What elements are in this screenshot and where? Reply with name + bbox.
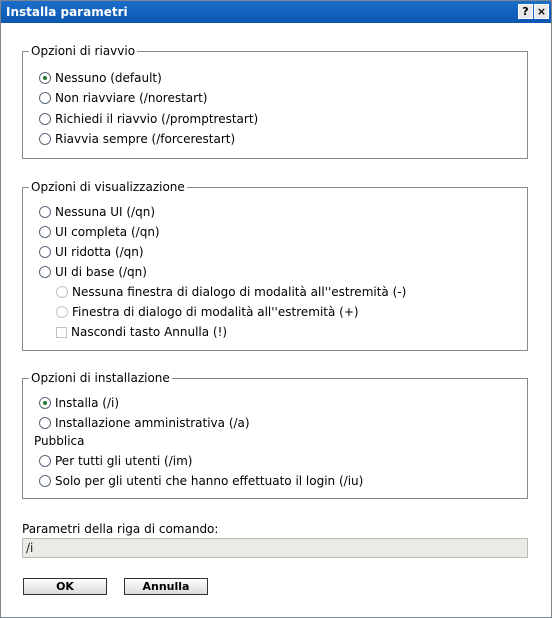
radio-icon[interactable]	[56, 306, 68, 318]
restart-option-norestart-label: Non riavviare (/norestart)	[55, 91, 208, 105]
restart-option-promptrestart-label: Richiedi il riavvio (/promptrestart)	[55, 112, 259, 126]
restart-options-legend: Opzioni di riavvio	[31, 44, 136, 58]
radio-icon[interactable]	[39, 92, 51, 104]
basic-ui-option-modal[interactable]	[56, 303, 359, 321]
install-options-legend: Opzioni di installazione	[31, 371, 170, 385]
radio-icon[interactable]	[39, 455, 51, 467]
public-label-row	[34, 432, 84, 450]
install-option-install[interactable]	[39, 394, 119, 412]
command-line-field[interactable]	[22, 538, 528, 558]
install-option-install-label: Installa (/i)	[55, 396, 120, 410]
radio-icon[interactable]	[39, 266, 51, 278]
display-option-reduced-ui-label: UI ridotta (/qn)	[55, 245, 144, 259]
radio-icon[interactable]	[39, 72, 51, 84]
display-option-reduced-ui[interactable]	[39, 243, 144, 261]
hide-cancel-checkbox[interactable]	[56, 323, 227, 341]
public-option-all-users[interactable]	[39, 452, 193, 470]
display-option-full-ui[interactable]	[39, 223, 160, 241]
restart-option-none[interactable]	[39, 69, 162, 87]
basic-ui-option-modal-label: Finestra di dialogo di modalità all''estremità (+)	[72, 305, 359, 319]
radio-icon[interactable]	[39, 417, 51, 429]
display-option-no-ui[interactable]	[39, 203, 155, 221]
public-option-all-users-label: Per tutti gli utenti (/im)	[55, 454, 193, 468]
radio-icon[interactable]	[39, 206, 51, 218]
restart-option-none-label: Nessuno (default)	[55, 71, 162, 85]
restart-option-promptrestart[interactable]	[39, 110, 258, 128]
hide-cancel-label: Nascondi tasto Annulla (!)	[71, 325, 228, 339]
dialog-title: Installa parametri	[6, 5, 128, 19]
install-option-admin-label: Installazione amministrativa (/a)	[55, 416, 250, 430]
radio-icon[interactable]	[39, 133, 51, 145]
display-options-legend: Opzioni di visualizzazione	[31, 180, 185, 194]
title-bar	[1, 1, 551, 23]
public-option-logged-users-label: Solo per gli utenti che hanno effettuato il login (/iu)	[55, 474, 364, 488]
public-option-logged-users[interactable]	[39, 472, 363, 490]
radio-icon[interactable]	[39, 226, 51, 238]
radio-icon[interactable]	[39, 246, 51, 258]
restart-option-forcerestart[interactable]	[39, 130, 235, 148]
display-option-full-ui-label: UI completa (/qn)	[55, 225, 160, 239]
restart-option-forcerestart-label: Riavvia sempre (/forcerestart)	[55, 132, 236, 146]
close-button[interactable]: ×	[534, 4, 549, 19]
help-button[interactable]: ?	[518, 4, 533, 19]
display-option-basic-ui[interactable]	[39, 263, 147, 281]
restart-option-norestart[interactable]	[39, 89, 207, 107]
checkbox-icon[interactable]	[56, 327, 67, 338]
radio-icon[interactable]	[39, 113, 51, 125]
install-option-admin[interactable]	[39, 414, 250, 432]
command-line-label: Parametri della riga di comando:	[22, 522, 219, 536]
radio-icon[interactable]	[56, 286, 68, 298]
cancel-button[interactable]: Annulla	[124, 578, 208, 595]
radio-icon[interactable]	[39, 397, 51, 409]
basic-ui-option-no-modal-label: Nessuna finestra di dialogo di modalità all''estremità (-)	[72, 285, 407, 299]
basic-ui-option-no-modal[interactable]	[56, 283, 406, 301]
display-option-basic-ui-label: UI di base (/qn)	[55, 265, 147, 279]
display-option-no-ui-label: Nessuna UI (/qn)	[55, 205, 156, 219]
radio-icon[interactable]	[39, 475, 51, 487]
public-label: Pubblica	[34, 434, 85, 448]
ok-button[interactable]: OK	[23, 578, 107, 595]
